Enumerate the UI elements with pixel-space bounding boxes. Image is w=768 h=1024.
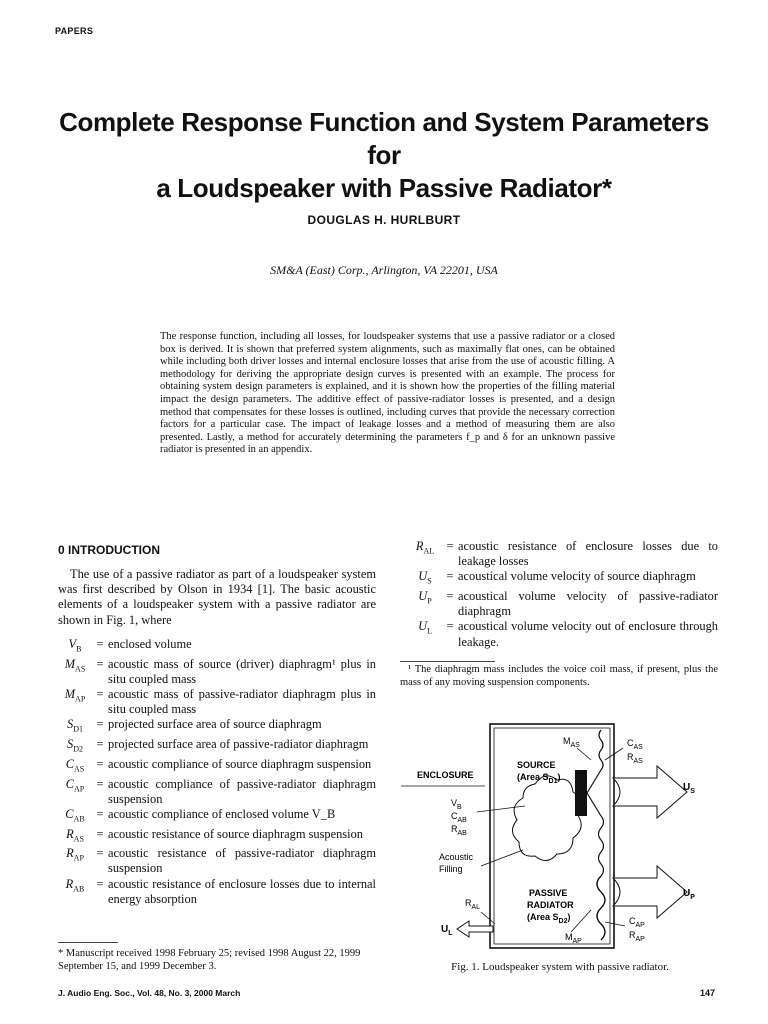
symbol-letter: U [418,569,428,584]
symbol-meaning: acoustical volume velocity out of enclosure through leakage. [458,619,718,649]
footnote-manuscript: * Manuscript received 1998 February 25; revised 1998 August 22, 1999 September 15, and 1999 December 3. [58,948,361,972]
symbol-letter: M [64,687,76,702]
abstract: The response function, including all losses, for loudspeaker systems that use a passive radiator or a closed box is derived. It is shown that preferred system alignments, such as maximally flat ones, can be obtained while including both driver losses and internal enclosure losses that arise from the use of acoustic filling. A methodology for deriving the appropriate design curves is presented with an example. The process for obtaining system design parameters is explained, and it is shown how the properties of the filling material impact the design parameters. The additive effect of passive-radiator losses is presented, and a design method that compensates for these losses is outlined, including curves that provide the necessary correction factors for a particular case. The impact of leakage losses and a method of measuring them are also presented. Lastly, a method for accurately determining the parameters f_p and δ for an unknown passive radiator is presented in an appendix. [160,331,615,456]
symbol-definition [408,539,718,569]
symbol [58,877,92,897]
symbol-letter: S [67,717,74,732]
map-label: $M_{AP}$ [565,932,582,945]
symbol-meaning: acoustic mass of passive-radiator diaphragm plus in situ coupled mass [108,687,376,717]
filling-pointer [481,850,523,866]
symbol-meaning: acoustical volume velocity of passive-radiator diaphragm [458,589,718,619]
symbol-subscript: AS [73,834,84,844]
symbol-definition [408,619,718,649]
symbol-list-right [408,539,718,650]
section-label: PAPERS [55,26,94,36]
symbol-subscript: AB [73,814,85,824]
source-suspension-top [599,730,603,770]
symbol-subscript: AL [423,546,435,556]
symbol-definition [58,657,376,687]
symbol [408,569,442,589]
radiator-label: RADIATOR [527,900,574,910]
symbol-meaning: acoustic resistance of enclosure losses due to leakage losses [458,539,718,569]
equals-sign: = [96,846,104,861]
passive-radiator-surround [597,876,605,940]
source-label: SOURCE [517,760,556,770]
passive-flow-arrow [613,866,687,918]
symbol-definition [58,737,376,757]
ral-label: $R_{AL}$ [465,898,481,911]
equals-sign: = [96,806,104,821]
equals-sign: = [96,826,104,841]
symbol [58,827,92,847]
loudspeaker-diagram [395,718,725,958]
symbol [58,757,92,777]
symbol-subscript: D2 [73,744,83,754]
symbol [58,637,92,657]
symbol-meaning: acoustic compliance of source diaphragm suspension [108,756,372,771]
equals-sign: = [96,776,104,791]
symbol-subscript: B [76,644,82,654]
footnote-divider [400,661,495,662]
cas-label: $C_{AS}$ [627,738,643,751]
equals-sign: = [96,637,104,651]
symbol [58,717,92,737]
mas-pointer [577,748,591,760]
source-flow-arrow [613,766,687,818]
wall-suspension [599,816,604,876]
symbol [58,807,92,827]
figure-caption: Fig. 1. Loudspeaker system with passive radiator. [451,961,669,973]
source-cone [587,770,601,816]
symbol-definition [58,637,376,657]
symbol-meaning: acoustical volume velocity of source diaphragm [458,569,696,584]
acoustic-label: Acoustic [439,852,474,862]
symbol-letter: C [65,776,75,791]
us-label: $U_S$ [683,782,695,795]
symbol-meaning: acoustic resistance of enclosure losses due to internal energy absorption [108,876,376,906]
equals-sign: = [96,687,104,702]
passive-label: PASSIVE [529,888,568,898]
leakage-arrow [457,921,493,937]
symbol-definition [58,846,376,876]
symbol-definition [58,877,376,907]
symbol-letter: S [67,737,74,752]
symbol-subscript: AP [74,783,85,793]
symbol-definition [58,687,376,717]
symbol-letter: U [418,619,428,634]
equals-sign: = [446,539,454,553]
symbol-subscript: AP [73,853,84,863]
symbol-letter: R [66,846,74,861]
pr-area-label: (Area $S_{D2}$) [527,912,571,925]
ul-label: $U_L$ [441,924,453,937]
symbol-letter: C [65,756,75,771]
source-magnet [575,770,587,816]
symbol-letter: R [66,826,74,841]
symbol-definition [58,757,376,777]
equals-sign: = [446,589,454,604]
footnote-mass: ¹ The diaphragm mass includes the voice coil mass, if present, plus the mass of any moving suspension components. [400,664,718,688]
symbol-letter: R [65,876,74,891]
symbol-meaning: projected surface area of passive-radiator diaphragm [108,737,369,752]
symbol [58,777,92,797]
symbol-subscript: D1 [73,724,83,734]
symbol-subscript: AB [73,884,85,894]
section-heading: 0 INTRODUCTION [58,543,160,557]
source-area-label: (Area $S_{D1}$) [517,772,561,785]
page-number: 147 [700,988,716,998]
map-pointer [571,910,591,932]
journal-reference: J. Audio Eng. Soc., Vol. 48, No. 3, 2000 March [58,988,241,998]
cap-label: $C_{AP}$ [629,916,645,929]
enclosure-label: ENCLOSURE [417,770,474,780]
symbol [408,539,442,559]
symbol-subscript: AP [75,694,86,704]
symbol-definition [408,589,718,619]
filling-label: Filling [439,864,463,874]
author: DOUGLAS H. HURLBURT [307,213,461,227]
equals-sign: = [96,876,104,891]
symbol-letter: M [64,656,76,671]
symbol-subscript: P [427,596,432,606]
symbol [58,737,92,757]
symbol [58,657,92,677]
footnote-divider [58,942,118,943]
symbol-letter: C [65,806,74,821]
title-line-2: a Loudspeaker with Passive Radiator* [156,173,612,203]
symbol-definition [58,717,376,737]
cap-pointer [605,922,625,926]
rab-label: $R_{AB}$ [451,824,467,837]
symbol-meaning: acoustic mass of source (driver) diaphragm¹ plus in situ coupled mass [108,656,376,686]
equals-sign: = [96,737,104,752]
symbol-definition [58,777,376,807]
symbol [58,687,92,707]
equals-sign: = [446,569,454,584]
symbol [58,846,92,866]
symbol-meaning: acoustic resistance of passive-radiator diaphragm suspension [108,846,376,876]
symbol [408,619,442,639]
symbol [408,589,442,609]
ras-label: $R_{AS}$ [627,752,643,765]
symbol-subscript: AS [74,764,85,774]
paper-title [40,106,728,205]
symbol-letter: R [415,539,424,553]
symbol-meaning: projected surface area of source diaphragm [108,717,322,732]
symbol-list-left [58,637,376,907]
symbol-meaning: acoustic compliance of passive-radiator diaphragm suspension [108,776,376,806]
symbol-subscript: S [427,576,432,586]
symbol-definition [58,827,376,847]
symbol-definition [58,807,376,827]
affiliation: SM&A (East) Corp., Arlington, VA 22201, USA [270,263,498,277]
equals-sign: = [96,717,104,732]
ral-pointer [481,912,495,924]
symbol-meaning: acoustic resistance of source diaphragm suspension [108,826,363,841]
cab-label: $C_{AB}$ [451,811,467,824]
equals-sign: = [446,619,454,634]
symbol-letter: V [68,637,77,651]
up-label: $U_P$ [683,888,695,901]
symbol-definition [408,569,718,589]
equals-sign: = [96,756,104,771]
symbol-subscript: L [427,626,432,636]
symbol-letter: U [418,589,428,604]
vb-pointer [477,806,525,812]
mas-label: $M_{AS}$ [563,736,580,749]
title-line-1: Complete Response Function and System Parameters for [59,107,709,170]
symbol-meaning: enclosed volume [108,637,192,651]
equals-sign: = [96,656,104,671]
symbol-subscript: AS [75,664,86,674]
intro-paragraph: The use of a passive radiator as part of a loudspeaker system was first described by Olson in 1934 [1]. The basic acoustic elements of a loudspeaker system with a passive radiator are shown in Fig. 1, where [58,567,376,627]
vb-label: $V_B$ [451,798,462,811]
rap-label: $R_{AP}$ [629,930,645,943]
symbol-meaning: acoustic compliance of enclosed volume V_B [108,806,336,821]
acoustic-filling [512,776,581,861]
